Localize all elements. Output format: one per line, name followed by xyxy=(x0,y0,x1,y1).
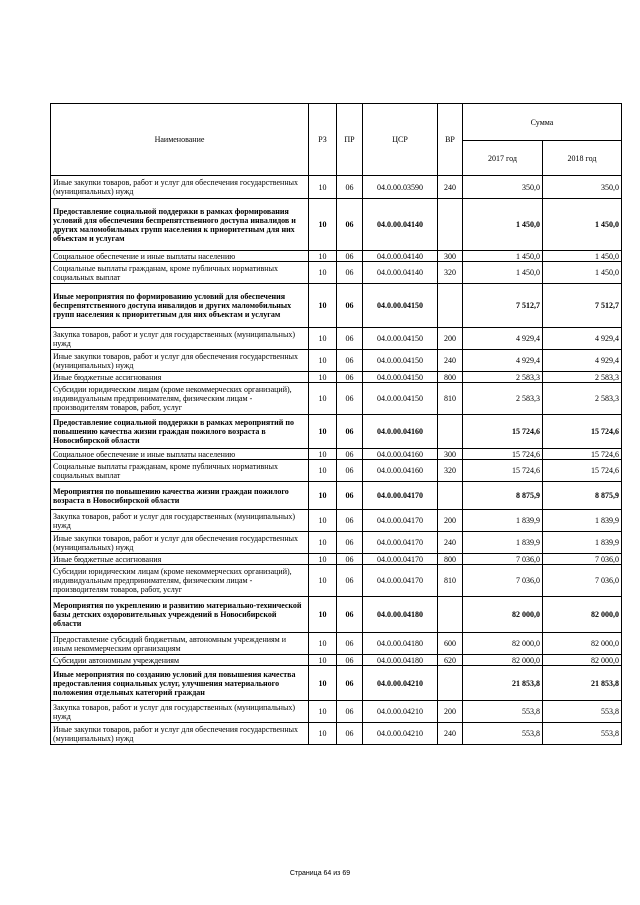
cell-csr: 04.0.00.04150 xyxy=(363,372,438,383)
cell-csr: 04.0.00.04180 xyxy=(363,597,438,633)
cell-rz: 10 xyxy=(309,383,337,415)
cell-rz: 10 xyxy=(309,565,337,597)
cell-vr xyxy=(438,666,463,701)
cell-sum-2017: 7 036,0 xyxy=(463,565,543,597)
cell-sum-2017: 15 724,6 xyxy=(463,449,543,460)
cell-sum-2018: 8 875,9 xyxy=(543,482,622,510)
cell-sum-2017: 82 000,0 xyxy=(463,655,543,666)
cell-csr: 04.0.00.04150 xyxy=(363,350,438,372)
cell-pr: 06 xyxy=(337,723,363,745)
cell-rz: 10 xyxy=(309,633,337,655)
cell-sum-2017: 350,0 xyxy=(463,176,543,199)
cell-rz: 10 xyxy=(309,482,337,510)
cell-rz: 10 xyxy=(309,510,337,532)
cell-sum-2018: 15 724,6 xyxy=(543,460,622,482)
cell-pr: 06 xyxy=(337,633,363,655)
cell-vr: 240 xyxy=(438,532,463,554)
table-row xyxy=(51,482,622,510)
cell-pr: 06 xyxy=(337,701,363,723)
cell-vr: 810 xyxy=(438,383,463,415)
cell-name: Субсидии юридическим лицам (кроме некоммерческих организаций), индивидуальным предпринимателям, физическим лицам - производителям товаров, работ, услуг xyxy=(51,383,309,415)
cell-sum-2018: 1 839,9 xyxy=(543,510,622,532)
cell-pr: 06 xyxy=(337,597,363,633)
cell-sum-2017: 2 583,3 xyxy=(463,383,543,415)
cell-sum-2018: 553,8 xyxy=(543,723,622,745)
cell-csr: 04.0.00.03590 xyxy=(363,176,438,199)
cell-sum-2018: 7 036,0 xyxy=(543,565,622,597)
cell-csr: 04.0.00.04170 xyxy=(363,565,438,597)
cell-pr: 06 xyxy=(337,565,363,597)
cell-rz: 10 xyxy=(309,723,337,745)
header-csr: ЦСР xyxy=(363,104,438,176)
cell-vr xyxy=(438,284,463,328)
cell-vr: 620 xyxy=(438,655,463,666)
cell-pr: 06 xyxy=(337,284,363,328)
cell-name: Предоставление социальной поддержки в рамках формирования условий для обеспечения беспрепятственного доступа инвалидов и других маломобильных групп населения к приоритетным для них объектам и услугам xyxy=(51,199,309,251)
cell-csr: 04.0.00.04170 xyxy=(363,510,438,532)
header-year-2017: 2017 год xyxy=(463,141,543,176)
cell-csr: 04.0.00.04170 xyxy=(363,532,438,554)
cell-rz: 10 xyxy=(309,199,337,251)
cell-sum-2018: 4 929,4 xyxy=(543,328,622,350)
cell-name: Субсидии автономным учреждениям xyxy=(51,655,309,666)
cell-vr: 240 xyxy=(438,350,463,372)
table-row xyxy=(51,176,622,199)
cell-pr: 06 xyxy=(337,460,363,482)
cell-rz: 10 xyxy=(309,284,337,328)
table-row xyxy=(51,666,622,701)
cell-name: Закупка товаров, работ и услуг для государственных (муниципальных) нужд xyxy=(51,510,309,532)
cell-rz: 10 xyxy=(309,449,337,460)
header-year-2018: 2018 год xyxy=(543,141,622,176)
cell-sum-2017: 4 929,4 xyxy=(463,328,543,350)
cell-name: Субсидии юридическим лицам (кроме некоммерческих организаций), индивидуальным предпринимателям, физическим лицам - производителям товаров, работ, услуг xyxy=(51,565,309,597)
cell-rz: 10 xyxy=(309,554,337,565)
cell-sum-2017: 15 724,6 xyxy=(463,460,543,482)
cell-vr: 300 xyxy=(438,251,463,262)
table-header xyxy=(51,104,622,176)
cell-rz: 10 xyxy=(309,372,337,383)
cell-name: Предоставление социальной поддержки в рамках мероприятий по повышению качества жизни граждан пожилого возраста в Новосибирской области xyxy=(51,415,309,449)
table-row xyxy=(51,701,622,723)
cell-vr xyxy=(438,597,463,633)
cell-sum-2018: 7 036,0 xyxy=(543,554,622,565)
cell-csr: 04.0.00.04150 xyxy=(363,328,438,350)
cell-sum-2018: 15 724,6 xyxy=(543,449,622,460)
cell-csr: 04.0.00.04180 xyxy=(363,633,438,655)
table-body xyxy=(51,176,622,745)
cell-sum-2018: 1 450,0 xyxy=(543,251,622,262)
cell-name: Предоставление субсидий бюджетным, автономным учреждениям и иным некоммерческим организациям xyxy=(51,633,309,655)
budget-table-container xyxy=(50,103,621,745)
cell-sum-2018: 2 583,3 xyxy=(543,372,622,383)
cell-sum-2018: 7 512,7 xyxy=(543,284,622,328)
cell-sum-2017: 15 724,6 xyxy=(463,415,543,449)
page-number: Страница 64 из 69 xyxy=(289,870,351,877)
cell-pr: 06 xyxy=(337,372,363,383)
cell-pr: 06 xyxy=(337,554,363,565)
cell-pr: 06 xyxy=(337,655,363,666)
cell-sum-2018: 82 000,0 xyxy=(543,655,622,666)
table-row xyxy=(51,510,622,532)
table-row xyxy=(51,723,622,745)
cell-name: Мероприятия по повышению качества жизни граждан пожилого возраста в Новосибирской области xyxy=(51,482,309,510)
cell-rz: 10 xyxy=(309,262,337,284)
header-pr: ПР xyxy=(337,104,363,176)
cell-sum-2017: 7 512,7 xyxy=(463,284,543,328)
cell-rz: 10 xyxy=(309,460,337,482)
cell-sum-2018: 1 450,0 xyxy=(543,199,622,251)
table-row xyxy=(51,565,622,597)
cell-sum-2017: 553,8 xyxy=(463,701,543,723)
cell-vr: 300 xyxy=(438,449,463,460)
cell-name: Социальные выплаты гражданам, кроме публичных нормативных социальных выплат xyxy=(51,262,309,284)
cell-sum-2017: 82 000,0 xyxy=(463,633,543,655)
header-rz: РЗ xyxy=(309,104,337,176)
cell-name: Социальное обеспечение и иные выплаты населению xyxy=(51,251,309,262)
cell-pr: 06 xyxy=(337,415,363,449)
cell-vr: 320 xyxy=(438,262,463,284)
cell-rz: 10 xyxy=(309,655,337,666)
table-row xyxy=(51,262,622,284)
cell-pr: 06 xyxy=(337,383,363,415)
cell-sum-2017: 1 450,0 xyxy=(463,199,543,251)
cell-csr: 04.0.00.04140 xyxy=(363,199,438,251)
cell-name: Иные закупки товаров, работ и услуг для обеспечения государственных (муниципальных) нужд xyxy=(51,350,309,372)
cell-rz: 10 xyxy=(309,597,337,633)
cell-csr: 04.0.00.04160 xyxy=(363,460,438,482)
header-name: Наименование xyxy=(51,104,309,176)
cell-csr: 04.0.00.04210 xyxy=(363,723,438,745)
cell-sum-2017: 4 929,4 xyxy=(463,350,543,372)
cell-rz: 10 xyxy=(309,415,337,449)
table-row xyxy=(51,532,622,554)
cell-rz: 10 xyxy=(309,666,337,701)
cell-vr: 600 xyxy=(438,633,463,655)
cell-sum-2017: 1 450,0 xyxy=(463,262,543,284)
cell-name: Иные закупки товаров, работ и услуг для обеспечения государственных (муниципальных) нужд xyxy=(51,723,309,745)
table-row xyxy=(51,350,622,372)
cell-vr xyxy=(438,199,463,251)
cell-name: Мероприятия по укреплению и развитию материально-технической базы детских оздоровительных учреждений в Новосибирской области xyxy=(51,597,309,633)
table-row xyxy=(51,199,622,251)
cell-name: Иные бюджетные ассигнования xyxy=(51,554,309,565)
cell-csr: 04.0.00.04150 xyxy=(363,383,438,415)
cell-vr: 200 xyxy=(438,701,463,723)
cell-name: Закупка товаров, работ и услуг для государственных (муниципальных) нужд xyxy=(51,701,309,723)
cell-csr: 04.0.00.04170 xyxy=(363,554,438,565)
cell-vr: 810 xyxy=(438,565,463,597)
cell-csr: 04.0.00.04140 xyxy=(363,251,438,262)
cell-sum-2017: 7 036,0 xyxy=(463,554,543,565)
cell-rz: 10 xyxy=(309,328,337,350)
cell-csr: 04.0.00.04180 xyxy=(363,655,438,666)
cell-pr: 06 xyxy=(337,350,363,372)
cell-sum-2018: 1 450,0 xyxy=(543,262,622,284)
cell-vr: 200 xyxy=(438,510,463,532)
cell-name: Социальное обеспечение и иные выплаты населению xyxy=(51,449,309,460)
cell-rz: 10 xyxy=(309,701,337,723)
cell-rz: 10 xyxy=(309,251,337,262)
cell-sum-2017: 82 000,0 xyxy=(463,597,543,633)
cell-pr: 06 xyxy=(337,666,363,701)
budget-table xyxy=(50,103,622,745)
table-row xyxy=(51,328,622,350)
cell-pr: 06 xyxy=(337,449,363,460)
cell-csr: 04.0.00.04160 xyxy=(363,415,438,449)
cell-sum-2017: 8 875,9 xyxy=(463,482,543,510)
cell-csr: 04.0.00.04150 xyxy=(363,284,438,328)
cell-vr: 800 xyxy=(438,554,463,565)
table-row xyxy=(51,372,622,383)
cell-sum-2017: 21 853,8 xyxy=(463,666,543,701)
table-row xyxy=(51,449,622,460)
header-vr: ВР xyxy=(438,104,463,176)
cell-sum-2018: 350,0 xyxy=(543,176,622,199)
cell-pr: 06 xyxy=(337,328,363,350)
cell-rz: 10 xyxy=(309,532,337,554)
cell-name: Иные закупки товаров, работ и услуг для обеспечения государственных (муниципальных) нужд xyxy=(51,532,309,554)
cell-sum-2017: 1 839,9 xyxy=(463,532,543,554)
cell-vr: 240 xyxy=(438,176,463,199)
cell-pr: 06 xyxy=(337,482,363,510)
cell-name: Закупка товаров, работ и услуг для государственных (муниципальных) нужд xyxy=(51,328,309,350)
cell-csr: 04.0.00.04210 xyxy=(363,701,438,723)
cell-sum-2018: 553,8 xyxy=(543,701,622,723)
cell-csr: 04.0.00.04170 xyxy=(363,482,438,510)
cell-vr: 800 xyxy=(438,372,463,383)
cell-vr xyxy=(438,482,463,510)
cell-sum-2018: 1 839,9 xyxy=(543,532,622,554)
header-sum: Сумма xyxy=(463,104,622,141)
table-row xyxy=(51,284,622,328)
cell-vr xyxy=(438,415,463,449)
cell-name: Иные бюджетные ассигнования xyxy=(51,372,309,383)
cell-rz: 10 xyxy=(309,176,337,199)
table-row xyxy=(51,597,622,633)
cell-pr: 06 xyxy=(337,251,363,262)
cell-name: Социальные выплаты гражданам, кроме публичных нормативных социальных выплат xyxy=(51,460,309,482)
cell-vr: 240 xyxy=(438,723,463,745)
table-row xyxy=(51,554,622,565)
cell-csr: 04.0.00.04210 xyxy=(363,666,438,701)
table-row xyxy=(51,633,622,655)
cell-name: Иные мероприятия по формированию условий для обеспечения беспрепятственного доступа инвалидов и других маломобильных групп населения к приоритетным для них объектам и услугам xyxy=(51,284,309,328)
cell-sum-2018: 15 724,6 xyxy=(543,415,622,449)
cell-name: Иные мероприятия по созданию условий для повышения качества предоставления социальных услуг, улучшения материального положения отдельных категорий граждан xyxy=(51,666,309,701)
table-row xyxy=(51,460,622,482)
cell-pr: 06 xyxy=(337,199,363,251)
cell-name: Иные закупки товаров, работ и услуг для обеспечения государственных (муниципальных) нужд xyxy=(51,176,309,199)
cell-pr: 06 xyxy=(337,532,363,554)
cell-sum-2018: 82 000,0 xyxy=(543,597,622,633)
cell-csr: 04.0.00.04140 xyxy=(363,262,438,284)
table-row xyxy=(51,655,622,666)
table-row xyxy=(51,383,622,415)
cell-sum-2017: 553,8 xyxy=(463,723,543,745)
table-row xyxy=(51,415,622,449)
cell-vr: 320 xyxy=(438,460,463,482)
cell-sum-2017: 1 839,9 xyxy=(463,510,543,532)
cell-sum-2017: 2 583,3 xyxy=(463,372,543,383)
cell-rz: 10 xyxy=(309,350,337,372)
cell-pr: 06 xyxy=(337,176,363,199)
cell-sum-2017: 1 450,0 xyxy=(463,251,543,262)
cell-vr: 200 xyxy=(438,328,463,350)
cell-pr: 06 xyxy=(337,510,363,532)
cell-sum-2018: 21 853,8 xyxy=(543,666,622,701)
cell-csr: 04.0.00.04160 xyxy=(363,449,438,460)
cell-sum-2018: 4 929,4 xyxy=(543,350,622,372)
table-row xyxy=(51,251,622,262)
cell-sum-2018: 2 583,3 xyxy=(543,383,622,415)
cell-pr: 06 xyxy=(337,262,363,284)
cell-sum-2018: 82 000,0 xyxy=(543,633,622,655)
